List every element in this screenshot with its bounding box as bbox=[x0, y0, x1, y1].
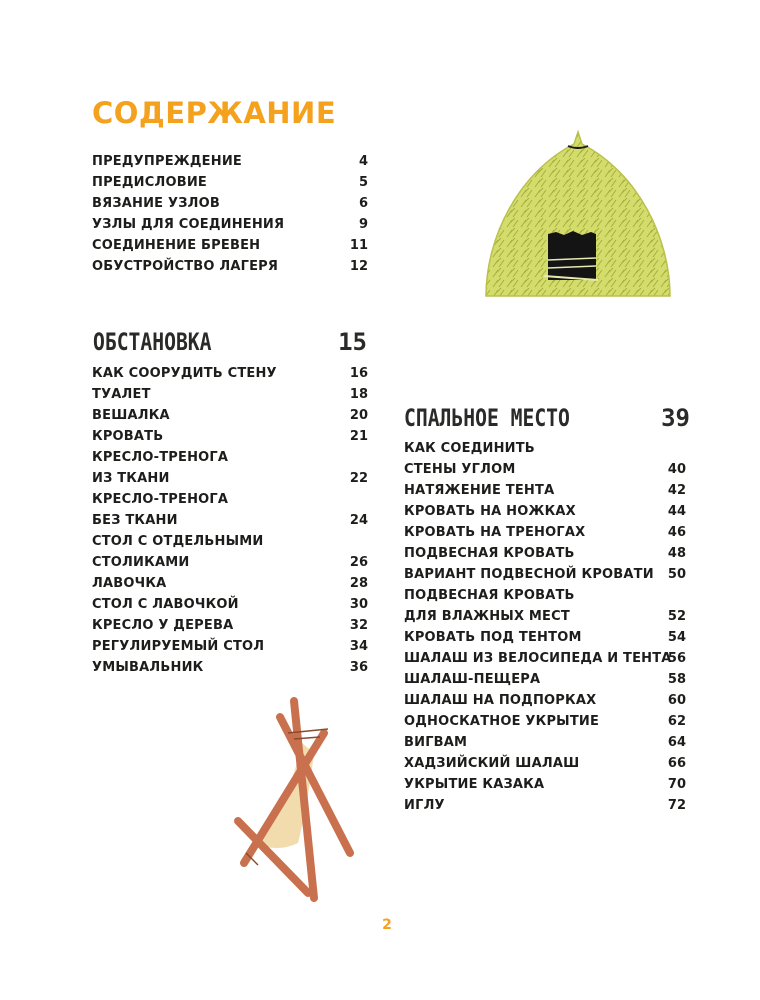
toc-entry-label-line2: БЕЗ ТКАНИ bbox=[92, 513, 178, 528]
toc-entry-label: ВЕШАЛКА bbox=[92, 408, 170, 423]
toc-entry-page: 28 bbox=[349, 576, 368, 591]
section-page: 39 bbox=[661, 404, 690, 432]
toc-entry-label: ПРЕДУПРЕЖДЕНИЕ bbox=[92, 154, 242, 169]
toc-entry-label: РЕГУЛИРУЕМЫЙ СТОЛ bbox=[92, 639, 265, 654]
toc-entry-label: ВАРИАНТ ПОДВЕСНОЙ КРОВАТИ bbox=[404, 567, 654, 582]
toc-entry-page: 6 bbox=[358, 196, 368, 211]
toc-entry-label: УЗЛЫ ДЛЯ СОЕДИНЕНИЯ bbox=[92, 217, 285, 232]
toc-entry-page: 50 bbox=[667, 567, 686, 582]
toc-entry-label: СТОЛ С ЛАВОЧКОЙ bbox=[92, 597, 239, 612]
toc-entry-page: 42 bbox=[667, 483, 686, 498]
toc-entry-label bbox=[92, 489, 228, 531]
tripod-chair-icon bbox=[228, 693, 368, 903]
toc-entry-label: ШАЛАШ-ПЕЩЕРА bbox=[404, 672, 541, 687]
toc-entry-label: СОЕДИНЕНИЕ БРЕВЕН bbox=[92, 238, 261, 253]
toc-entry-page: 58 bbox=[667, 672, 686, 687]
toc-entry-label-line1: КРЕСЛО-ТРЕНОГА bbox=[92, 450, 229, 465]
section-page: 15 bbox=[338, 328, 367, 356]
toc-entry-label: ПОДВЕСНАЯ КРОВАТЬ bbox=[404, 546, 575, 561]
toc-entry-label bbox=[404, 585, 575, 627]
toc-entry-label: ВИГВАМ bbox=[404, 735, 468, 750]
toc-entry-page: 46 bbox=[667, 525, 686, 540]
toc-entry-page: 62 bbox=[667, 714, 686, 729]
toc-entry-label: ТУАЛЕТ bbox=[92, 387, 151, 402]
section-heading-sleeping[interactable] bbox=[404, 403, 694, 433]
toc-entry-page: 32 bbox=[349, 618, 368, 633]
toc-entry-label-line1: ПОДВЕСНАЯ КРОВАТЬ bbox=[404, 588, 575, 603]
toc-entry-page: 66 bbox=[667, 756, 686, 771]
toc-entry-page: 44 bbox=[667, 504, 686, 519]
toc-entry-label-line2: СТЕНЫ УГЛОМ bbox=[404, 462, 516, 477]
toc-entry-label: УМЫВАЛЬНИК bbox=[92, 660, 204, 675]
straw-hut-icon bbox=[478, 128, 678, 303]
toc-entry-label-line2: ИЗ ТКАНИ bbox=[92, 471, 170, 486]
toc-entry-label: ОБУСТРОЙСТВО ЛАГЕРЯ bbox=[92, 259, 279, 274]
toc-entry-label-line1: КАК СОЕДИНИТЬ bbox=[404, 441, 535, 456]
toc-entry-label: ШАЛАШ НА ПОДПОРКАХ bbox=[404, 693, 597, 708]
toc-entry-page: 20 bbox=[349, 408, 368, 423]
toc-entry-label: ИГЛУ bbox=[404, 798, 445, 813]
page-title: СОДЕРЖАНИЕ bbox=[92, 96, 337, 130]
toc-entry-label: КАК СООРУДИТЬ СТЕНУ bbox=[92, 366, 277, 381]
toc-entry-label: ШАЛАШ ИЗ ВЕЛОСИПЕДА И ТЕНТА bbox=[404, 651, 672, 666]
toc-entry-page: 5 bbox=[358, 175, 368, 190]
toc-entry-page: 60 bbox=[667, 693, 686, 708]
toc-entry-label: ХАДЗИЙСКИЙ ШАЛАШ bbox=[404, 756, 580, 771]
toc-entry-label-line1: КРЕСЛО-ТРЕНОГА bbox=[92, 492, 229, 507]
toc-entry-label: КРОВАТЬ ПОД ТЕНТОМ bbox=[404, 630, 582, 645]
toc-entry-page: 34 bbox=[349, 639, 368, 654]
toc-entry-label-line2: СТОЛИКАМИ bbox=[92, 555, 190, 570]
toc-entry-page: 24 bbox=[349, 513, 368, 528]
toc-entry-page: 16 bbox=[349, 366, 368, 381]
toc-entry-label: КРЕСЛО У ДЕРЕВА bbox=[92, 618, 234, 633]
toc-entry-page: 4 bbox=[358, 154, 368, 169]
toc-entry-label: ЛАВОЧКА bbox=[92, 576, 167, 591]
toc-entry-label: ВЯЗАНИЕ УЗЛОВ bbox=[92, 196, 220, 211]
toc-entry-page: 30 bbox=[349, 597, 368, 612]
toc-entry-label: УКРЫТИЕ КАЗАКА bbox=[404, 777, 545, 792]
toc-entry-page: 40 bbox=[667, 462, 686, 477]
toc-entry-page: 11 bbox=[349, 238, 368, 253]
toc-entry-page: 12 bbox=[349, 259, 368, 274]
toc-entry-page: 36 bbox=[349, 660, 368, 675]
toc-entry-page: 56 bbox=[667, 651, 686, 666]
toc-entry-page: 52 bbox=[667, 609, 686, 624]
toc-entry-label: НАТЯЖЕНИЕ ТЕНТА bbox=[404, 483, 555, 498]
toc-entry-label: КРОВАТЬ bbox=[92, 429, 164, 444]
section-title: ОБСТАНОВКА bbox=[93, 328, 212, 356]
toc-entry-label-line1: СТОЛ С ОТДЕЛЬНЫМИ bbox=[92, 534, 264, 549]
toc-entry-page: 21 bbox=[349, 429, 368, 444]
toc-entry-label bbox=[92, 531, 264, 573]
toc-entry-page: 72 bbox=[667, 798, 686, 813]
toc-entry-page: 26 bbox=[349, 555, 368, 570]
toc-entry-page: 70 bbox=[667, 777, 686, 792]
toc-entry-label bbox=[404, 438, 535, 480]
toc-entry-page: 64 bbox=[667, 735, 686, 750]
toc-entry-label: КРОВАТЬ НА НОЖКАХ bbox=[404, 504, 576, 519]
toc-entry-page: 18 bbox=[349, 387, 368, 402]
toc-entry-page: 9 bbox=[358, 217, 368, 232]
toc-entry-page: 22 bbox=[349, 471, 368, 486]
toc-entry-label-line2: ДЛЯ ВЛАЖНЫХ МЕСТ bbox=[404, 609, 570, 624]
toc-entry-label: ПРЕДИСЛОВИЕ bbox=[92, 175, 208, 190]
toc-entry-label bbox=[92, 447, 228, 489]
toc-entry-label: ОДНОСКАТНОЕ УКРЫТИЕ bbox=[404, 714, 600, 729]
section-heading-furniture[interactable] bbox=[93, 327, 378, 357]
toc-entry-label: КРОВАТЬ НА ТРЕНОГАХ bbox=[404, 525, 586, 540]
toc-entry-page: 54 bbox=[667, 630, 686, 645]
section-title: СПАЛЬНОЕ МЕСТО bbox=[404, 404, 570, 432]
toc-entry-page: 48 bbox=[667, 546, 686, 561]
page-number: 2 bbox=[382, 917, 392, 933]
